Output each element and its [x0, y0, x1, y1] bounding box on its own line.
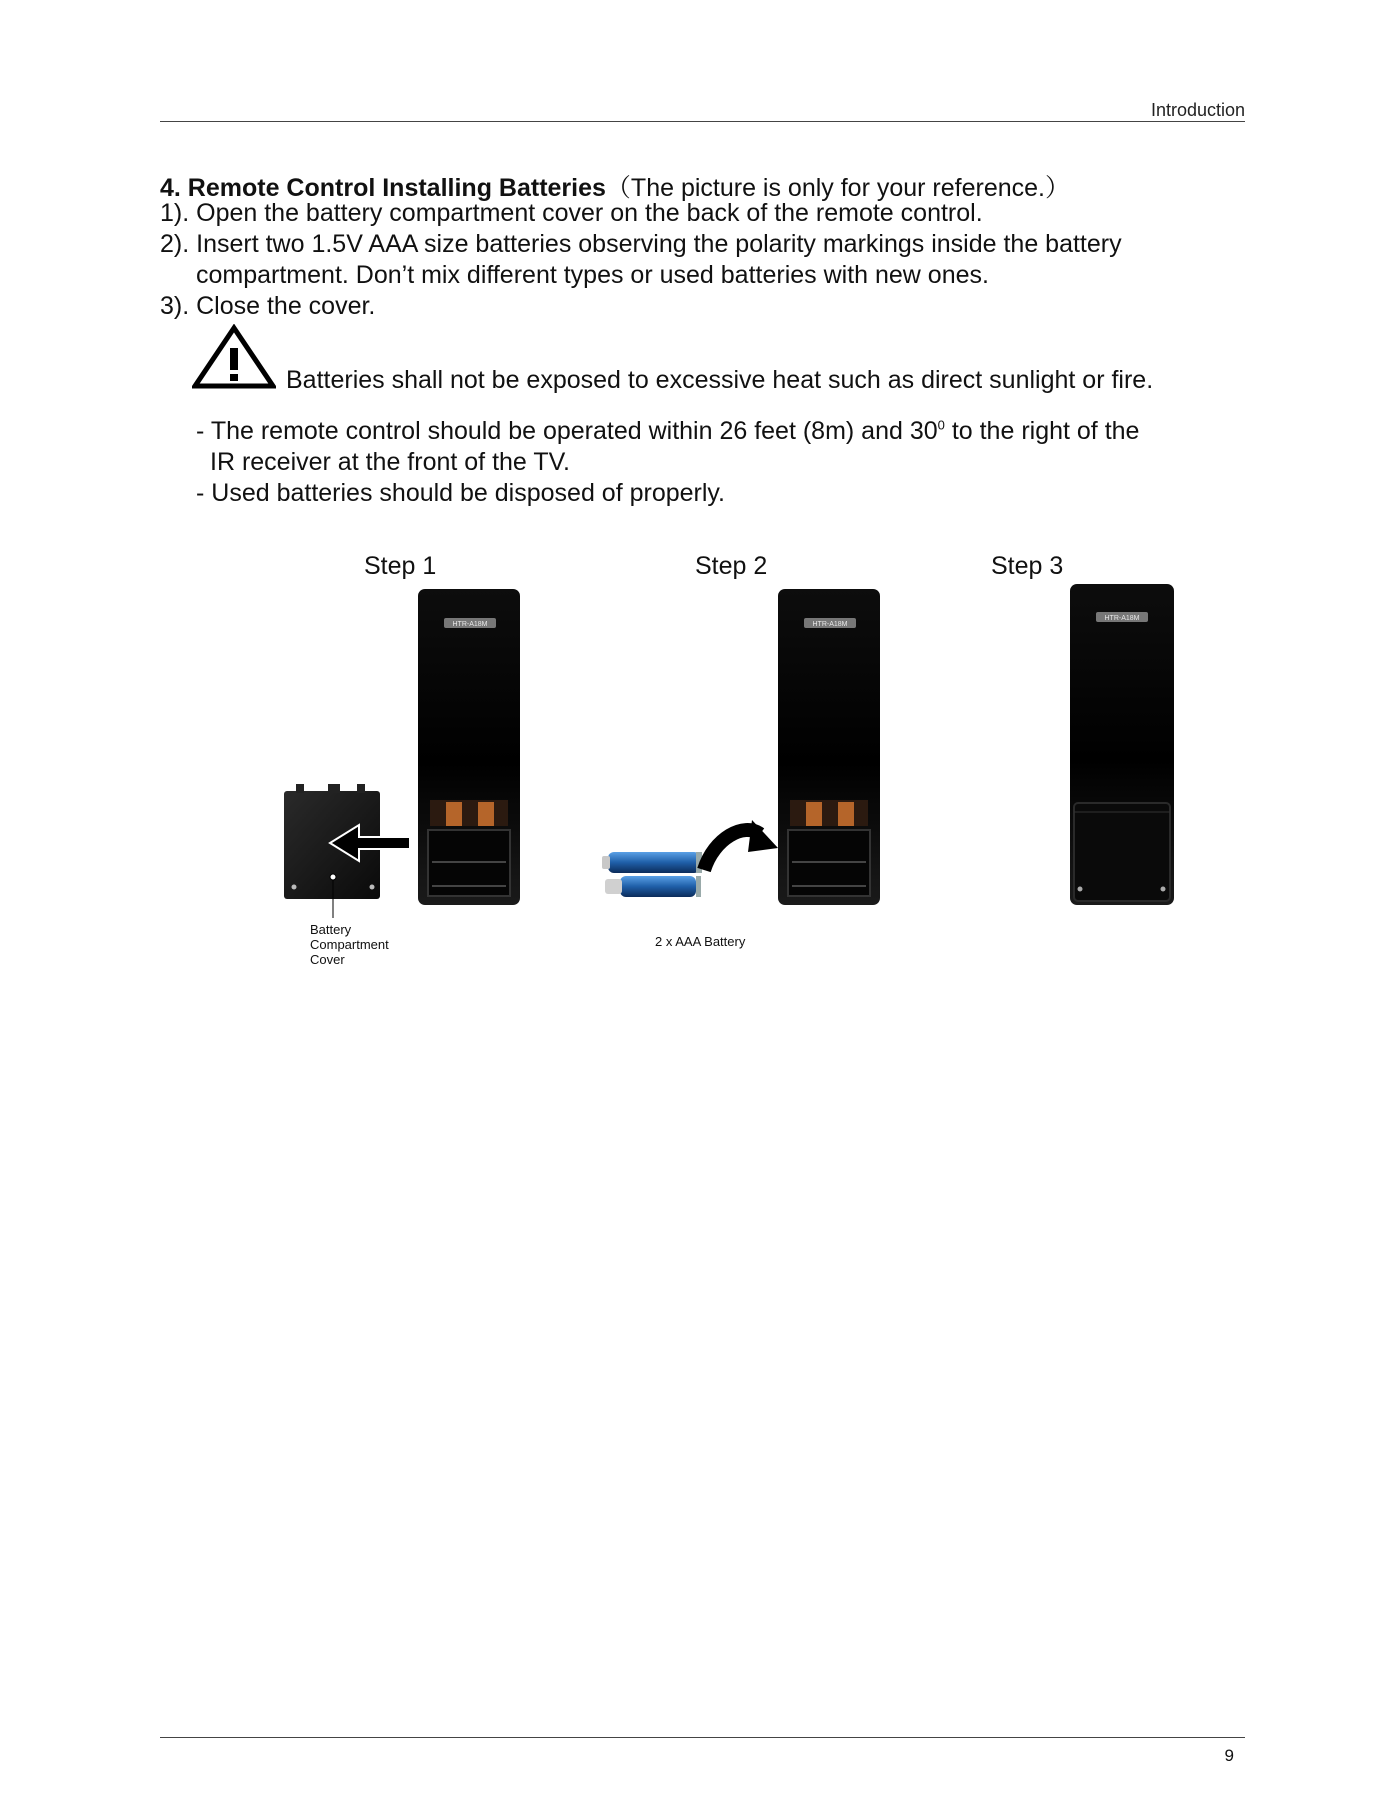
remote-step3	[1070, 584, 1174, 905]
warning-text: Batteries shall not be exposed to excessive heat such as direct sunlight or fire.	[286, 366, 1154, 394]
step-3-label: Step 3	[991, 552, 1064, 580]
model-label-2: HTR-A18M	[812, 621, 848, 628]
step-1-text: 1). Open the battery compartment cover on the back of the remote control.	[160, 199, 983, 227]
page-number: 9	[1224, 1746, 1234, 1765]
section-title-note: （The picture is only for your reference.）	[605, 174, 1070, 202]
step-3-text: 3). Close the cover.	[160, 292, 376, 320]
range-note-a: - The remote control should be operated within 26 feet (8m) and 30	[196, 417, 938, 445]
range-note-continued: IR receiver at the front of the TV.	[210, 448, 570, 476]
footer-rule	[160, 1737, 1245, 1738]
disposal-note: - Used batteries should be disposed of properly.	[196, 479, 726, 507]
step-2-continued-text: compartment. Don’t mix different types or used batteries with new ones.	[196, 261, 989, 289]
model-label-3: HTR-A18M	[1104, 615, 1140, 622]
cover-caption	[310, 922, 389, 967]
step-2-label: Step 2	[695, 552, 768, 580]
cover-caption-line-3: Cover	[310, 952, 345, 967]
model-label-1: HTR-A18M	[452, 621, 488, 628]
range-note-b: to the right of the	[944, 417, 1140, 445]
section-title-bold: 4. Remote Control Installing Batteries	[160, 174, 606, 202]
degree-superscript: 0	[937, 417, 945, 433]
header-section-label: Introduction	[1150, 100, 1245, 120]
aaa-batteries	[602, 852, 702, 897]
step-1-label: Step 1	[364, 552, 437, 580]
battery-caption: 2 x AAA Battery	[655, 934, 746, 949]
remote-step1	[418, 589, 520, 905]
insert-arrow-icon	[704, 820, 778, 870]
cover-caption-line-2: Compartment	[310, 937, 389, 952]
step-2-text: 2). Insert two 1.5V AAA size batteries observing the polarity markings inside the battery	[160, 230, 1122, 258]
remote-step2	[778, 589, 880, 905]
cover-caption-line-1: Battery	[310, 922, 352, 937]
